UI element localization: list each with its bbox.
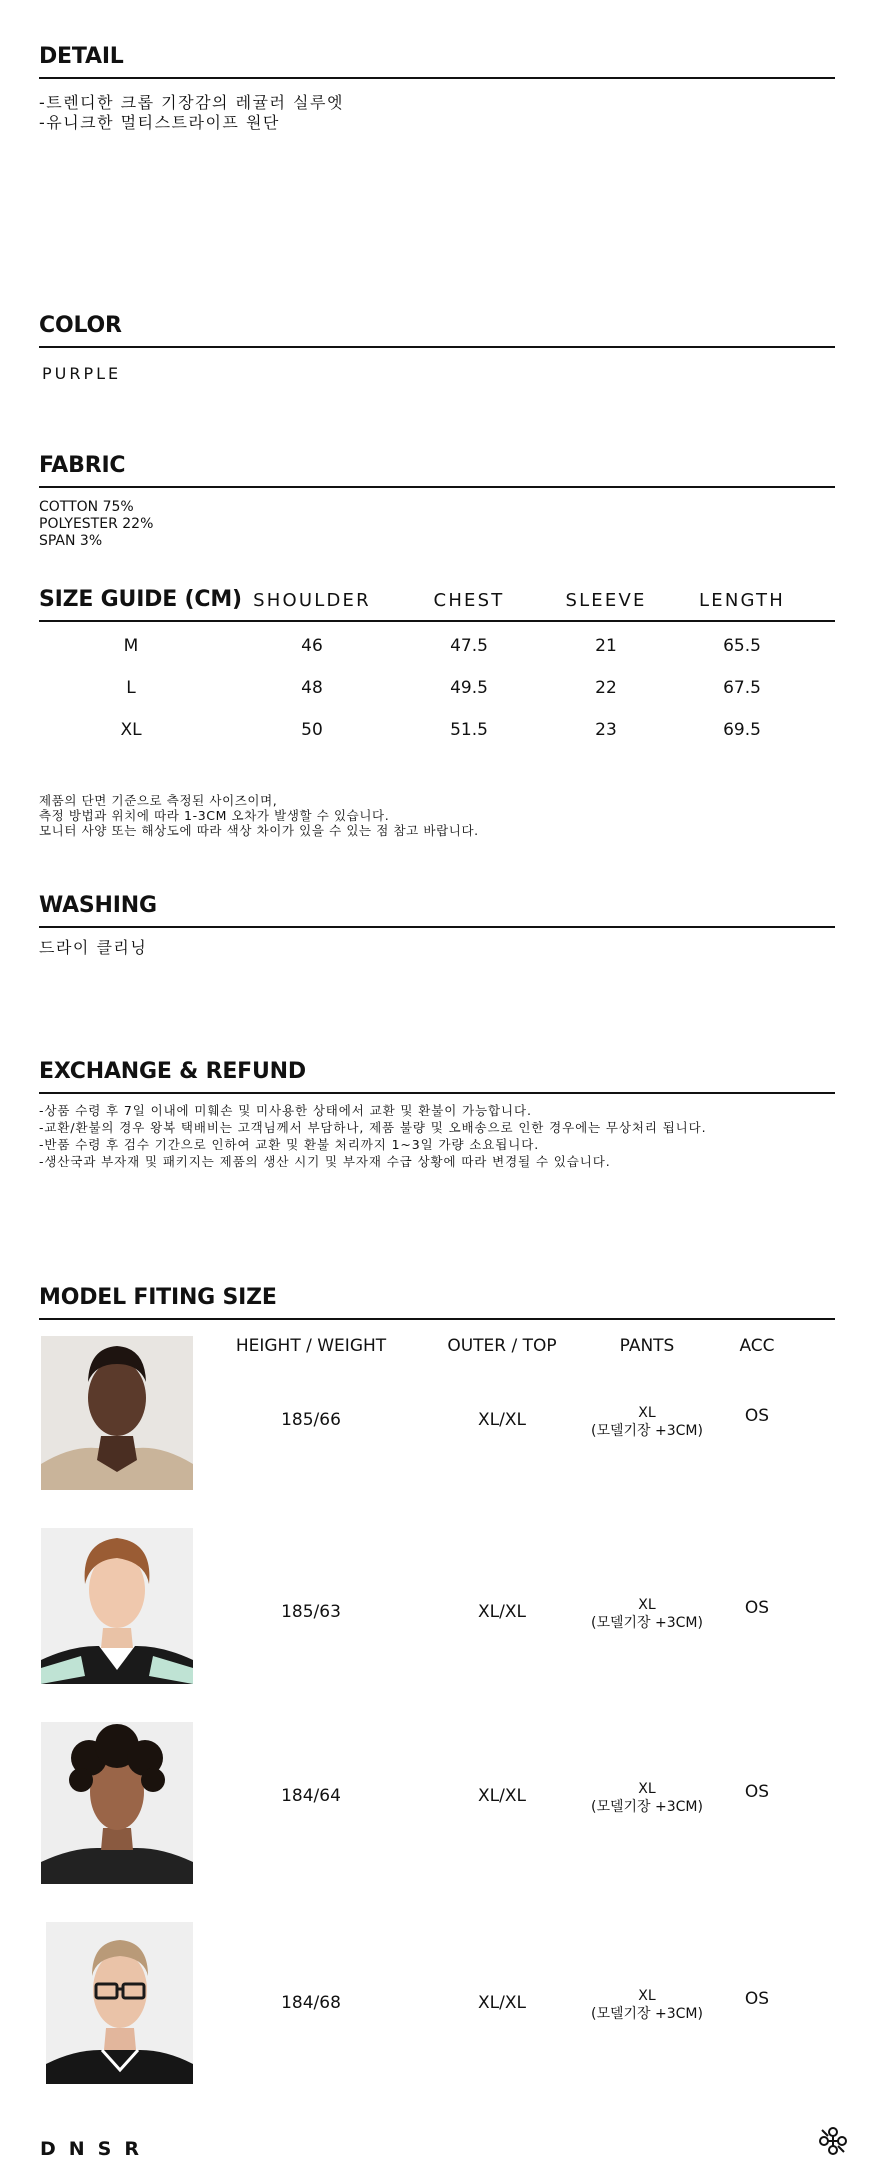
size-note-1: 제품의 단면 기준으로 측정된 사이즈이며, [39, 793, 278, 808]
model-col-outer-top: OUTER / TOP [447, 1336, 557, 1356]
washing-divider [39, 926, 835, 928]
exchange-line-2: -교환/환불의 경우 왕복 택배비는 고객님께서 부담하나, 제품 불량 및 오배송으로 인한 경우에는 무상처리 됩니다. [39, 1120, 707, 1135]
exchange-line-4: -생산국과 부자재 및 패키지는 제품의 생산 시기 및 부자재 수급 상황에 따라 변경될 수 있습니다. [39, 1154, 611, 1169]
model-height-weight: 185/66 [281, 1410, 341, 1430]
size-col-sleeve: SLEEVE [565, 590, 647, 611]
fabric-divider [39, 486, 835, 488]
color-divider [39, 346, 835, 348]
color-heading: COLOR [39, 313, 122, 338]
model-pants-note: (모델기장 +3CM) [591, 1423, 703, 1439]
exchange-line-3: -반품 수령 후 검수 기간으로 인하여 교환 및 환불 처리까지 1~3일 가량 소요됩니다. [39, 1137, 540, 1152]
model-pants [591, 1404, 703, 1440]
size-label: M [123, 636, 139, 656]
model-pants-note: (모델기장 +3CM) [591, 1615, 703, 1631]
model-outer-top: XL/XL [478, 1993, 526, 2013]
fabric-line-3: SPAN 3% [39, 533, 103, 549]
size-sleeve: 21 [595, 636, 617, 656]
model-height-weight: 184/68 [281, 1993, 341, 2013]
detail-divider [39, 77, 835, 79]
model-photo [41, 1722, 193, 1884]
model-outer-top: XL/XL [478, 1786, 526, 1806]
fabric-line-2: POLYESTER 22% [39, 516, 154, 532]
model-heading: MODEL FITING SIZE [39, 1285, 277, 1310]
color-value: PURPLE [42, 364, 122, 383]
size-chest: 47.5 [450, 636, 488, 656]
size-guide-divider [39, 620, 835, 622]
model-col-pants: PANTS [619, 1336, 675, 1356]
exchange-divider [39, 1092, 835, 1094]
model-pants-size: XL [638, 1781, 656, 1797]
model-divider [39, 1318, 835, 1320]
brand-wordmark: DNSR [40, 2138, 152, 2160]
model-pants-note: (모델기장 +3CM) [591, 2006, 703, 2022]
size-sleeve: 22 [595, 678, 617, 698]
exchange-line-1: -상품 수령 후 7일 이내에 미훼손 및 미사용한 상태에서 교환 및 환불이 가능합니다. [39, 1103, 532, 1118]
model-acc: OS [744, 1989, 770, 2009]
exchange-heading: EXCHANGE & REFUND [39, 1059, 306, 1084]
size-guide-heading: SIZE GUIDE (CM) [39, 587, 242, 612]
size-col-chest: CHEST [433, 590, 505, 611]
dnsr-emblem-icon [816, 2124, 850, 2158]
model-pants-size: XL [638, 1988, 656, 2004]
size-label: XL [120, 720, 142, 740]
detail-line-1: -트렌디한 크롭 기장감의 레귤러 실루엣 [39, 93, 344, 112]
size-length: 67.5 [723, 678, 761, 698]
size-note-3: 모니터 사양 또는 해상도에 따라 색상 차이가 있을 수 있는 점 참고 바랍니다. [39, 823, 479, 838]
size-col-length: LENGTH [699, 590, 785, 611]
size-col-shoulder: SHOULDER [253, 590, 371, 611]
size-shoulder: 50 [301, 720, 323, 740]
fabric-line-1: COTTON 75% [39, 499, 134, 515]
model-acc: OS [744, 1406, 770, 1426]
size-length: 69.5 [723, 720, 761, 740]
fabric-heading: FABRIC [39, 453, 126, 478]
model-acc: OS [744, 1598, 770, 1618]
model-photo [41, 1336, 193, 1490]
model-photo [41, 1528, 193, 1684]
model-col-acc: ACC [739, 1336, 775, 1356]
size-length: 65.5 [723, 636, 761, 656]
size-label: L [126, 678, 136, 698]
model-pants-note: (모델기장 +3CM) [591, 1799, 703, 1815]
size-chest: 49.5 [450, 678, 488, 698]
size-note-2: 측정 방법과 위치에 따라 1-3CM 오차가 발생할 수 있습니다. [39, 808, 390, 823]
model-pants [591, 1987, 703, 2023]
model-outer-top: XL/XL [478, 1602, 526, 1622]
model-height-weight: 184/64 [281, 1786, 341, 1806]
model-pants [591, 1780, 703, 1816]
detail-line-2: -유니크한 멀티스트라이프 원단 [39, 113, 280, 132]
size-sleeve: 23 [595, 720, 617, 740]
size-chest: 51.5 [450, 720, 488, 740]
model-acc: OS [744, 1782, 770, 1802]
model-outer-top: XL/XL [478, 1410, 526, 1430]
model-pants-size: XL [638, 1597, 656, 1613]
size-shoulder: 46 [301, 636, 323, 656]
model-height-weight: 185/63 [281, 1602, 341, 1622]
model-col-height-weight: HEIGHT / WEIGHT [235, 1336, 387, 1356]
model-pants-size: XL [638, 1405, 656, 1421]
washing-heading: WASHING [39, 893, 157, 918]
model-photo [46, 1922, 193, 2084]
detail-heading: DETAIL [39, 44, 124, 69]
size-shoulder: 48 [301, 678, 323, 698]
washing-value: 드라이 클리닝 [39, 938, 148, 957]
model-pants [591, 1596, 703, 1632]
